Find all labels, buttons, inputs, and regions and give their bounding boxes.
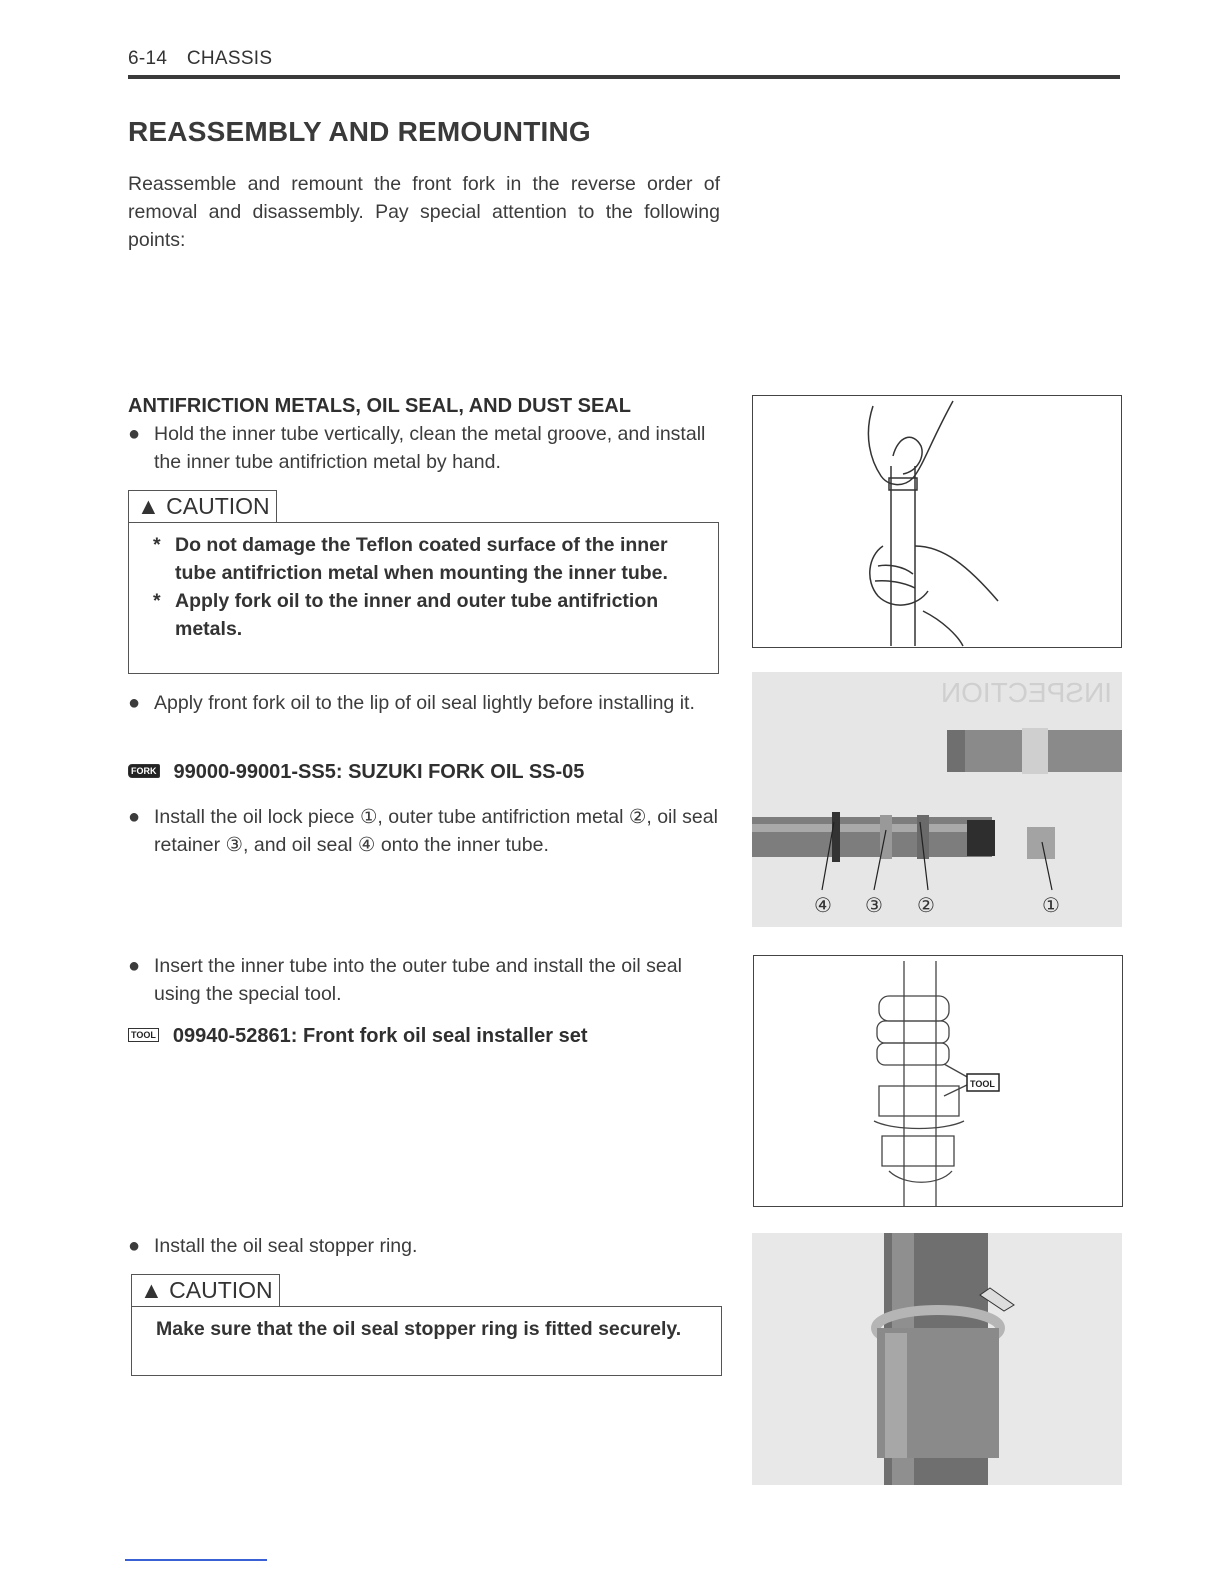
step-hold-inner-tube	[128, 420, 720, 476]
step-apply-oil	[128, 689, 720, 717]
step-insert-inner-tube	[128, 952, 720, 1008]
figure-hand-install-illustration	[752, 395, 1122, 648]
bullet-icon: ●	[128, 1235, 141, 1257]
caution-item: * Do not damage the Teflon coated surface of the inner tube antifriction metal when mounting the inner tube.	[153, 531, 694, 587]
section-name: CHASSIS	[186, 48, 273, 69]
warning-triangle-icon: ▲	[137, 493, 160, 519]
step-text: Install the oil seal stopper ring.	[154, 1235, 418, 1257]
figure-oil-seal-installer-illustration	[753, 955, 1123, 1207]
caution-label: ▲ CAUTION	[128, 490, 277, 522]
part1-label: ①	[1042, 895, 1060, 917]
part3-label: ③	[865, 895, 883, 917]
caution-item: * Apply fork oil to the inner and outer tube antifriction metals.	[153, 587, 694, 643]
page-number: 6-14	[128, 48, 168, 69]
caution-text: Make sure that the oil seal stopper ring is fitted securely.	[156, 1318, 682, 1340]
intro-paragraph: Reassemble and remount the front fork in the reverse order of removal and disassembly. Pay special attention to the following points:	[128, 173, 720, 251]
bullet-icon: ●	[128, 955, 141, 977]
svg-text:INSPECTION: INSPECTION	[940, 677, 1112, 708]
footer-link-rule	[125, 1559, 267, 1561]
figure-parts-photo	[752, 672, 1122, 927]
step-install-stopper-ring	[128, 1232, 720, 1260]
caution-box	[131, 1306, 722, 1376]
tool-icon: TOOL	[128, 1028, 159, 1042]
step-text: Install the oil lock piece ①, outer tube antifriction metal ②, oil seal retainer ③, and oil seal ④ onto the inner tube.	[154, 806, 718, 856]
header-rule	[128, 75, 1120, 79]
asterisk-icon: *	[153, 534, 161, 556]
asterisk-icon: *	[153, 590, 161, 612]
tool-spec: TOOL 09940-52861: Front fork oil seal installer set	[128, 1025, 587, 1048]
bullet-icon: ●	[128, 692, 141, 714]
fork-oil-icon: FORK	[128, 764, 160, 778]
fork-oil-spec: FORK 99000-99001-SS5: SUZUKI FORK OIL SS-05	[128, 761, 584, 784]
caution-label: ▲ CAUTION	[131, 1274, 280, 1306]
bullet-icon: ●	[128, 806, 141, 828]
part2-label: ②	[917, 895, 935, 917]
section-heading: ANTIFRICTION METALS, OIL SEAL, AND DUST SEAL	[128, 395, 631, 417]
step-text: Apply front fork oil to the lip of oil seal lightly before installing it.	[154, 692, 695, 714]
page-header	[128, 48, 272, 70]
warning-triangle-icon: ▲	[140, 1277, 163, 1303]
step-text: Insert the inner tube into the outer tube and install the oil seal using the special tool.	[154, 955, 682, 1005]
page-title: REASSEMBLY AND REMOUNTING	[128, 116, 591, 147]
tool-label: TOOL	[970, 1079, 995, 1089]
figure-stopper-ring-photo	[752, 1233, 1122, 1485]
bullet-icon: ●	[128, 423, 141, 445]
part4-label: ④	[814, 895, 832, 917]
caution-box	[128, 522, 719, 674]
step-install-parts	[128, 803, 720, 859]
step-text: Hold the inner tube vertically, clean the metal groove, and install the inner tube antifriction metal by hand.	[154, 423, 706, 473]
